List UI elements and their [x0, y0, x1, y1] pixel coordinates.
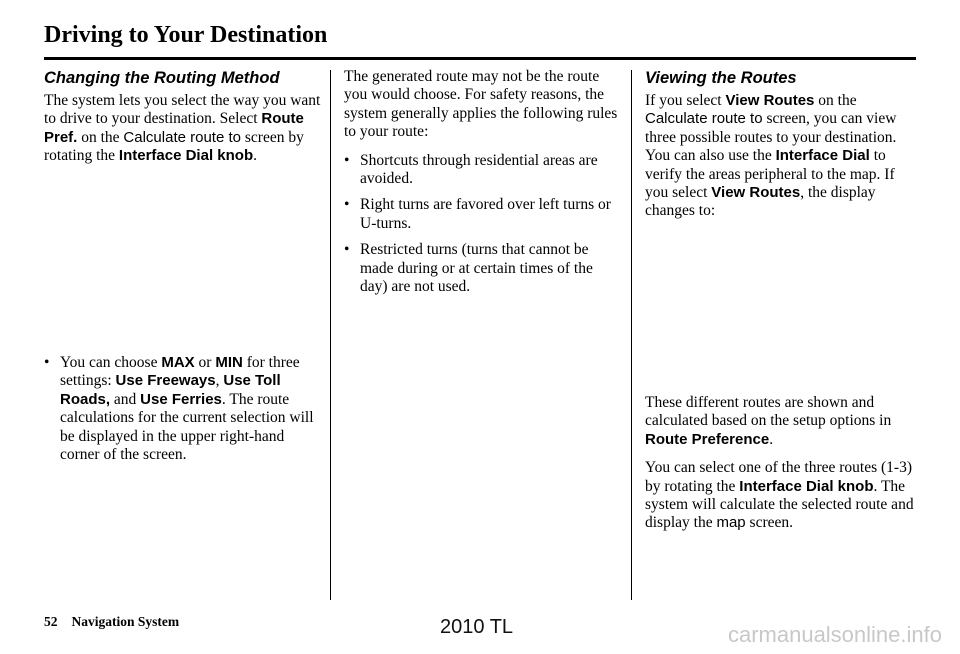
paragraph: If you select View Routes on the Calculate route to screen, you can view three possible routes to your destination. You can also use the Interface Dial to verify the areas peripheral to the map. If you select View Routes, the display changes to:: [645, 92, 897, 220]
paragraph: The system lets you select the way you want to drive to your destination. Select Route Pref. on the Calculate route to screen by rotating the Interface Dial knob.: [44, 92, 321, 165]
paragraph: The generated route may not be the route you would choose. For safety reasons, the system generally applies the following rules to your route:: [344, 68, 618, 141]
paragraph: These different routes are shown and calculated based on the setup options in Route Preference.: [645, 394, 892, 448]
section-heading: Viewing the Routes: [645, 69, 797, 87]
bullet-icon: •: [44, 354, 50, 371]
model-label: 2010 TL: [440, 616, 514, 638]
page-title: Driving to Your Destination: [44, 22, 328, 48]
list-item: • You can choose MAX or MIN for three settings: Use Freeways, Use Toll Roads, and Use Ferries. The route calculations for the current selection will be displayed in the upper right-hand corner of the screen.: [44, 354, 314, 464]
title-rule: [44, 57, 916, 60]
bullet-icon: •: [344, 196, 350, 214]
watermark: carmanualsonline.info: [727, 622, 942, 647]
column-divider: [631, 70, 632, 600]
bullet-list: [44, 354, 322, 464]
list-item: • Restricted turns (turns that cannot be made during or at certain times of the day) are not used.: [344, 241, 593, 296]
column-right: [645, 68, 920, 231]
bullet-icon: •: [344, 151, 350, 169]
list-item: • Right turns are favored over left turns or U-turns.: [344, 196, 611, 232]
column-left: [44, 68, 322, 176]
column-middle: [344, 68, 624, 304]
page-number: 52: [44, 614, 58, 629]
column-divider: [330, 70, 331, 600]
page-footer: [44, 614, 179, 630]
bullet-list: [344, 152, 624, 297]
footer-label: Navigation System: [71, 614, 180, 629]
paragraph: You can select one of the three routes (1-3) by rotating the Interface Dial knob. The system will calculate the selected route and display the map screen.: [645, 459, 914, 532]
section-heading: Changing the Routing Method: [44, 69, 280, 87]
list-item: • Shortcuts through residential areas are avoided.: [344, 151, 598, 188]
bullet-icon: •: [344, 241, 350, 259]
column-right-lower: [645, 394, 920, 543]
